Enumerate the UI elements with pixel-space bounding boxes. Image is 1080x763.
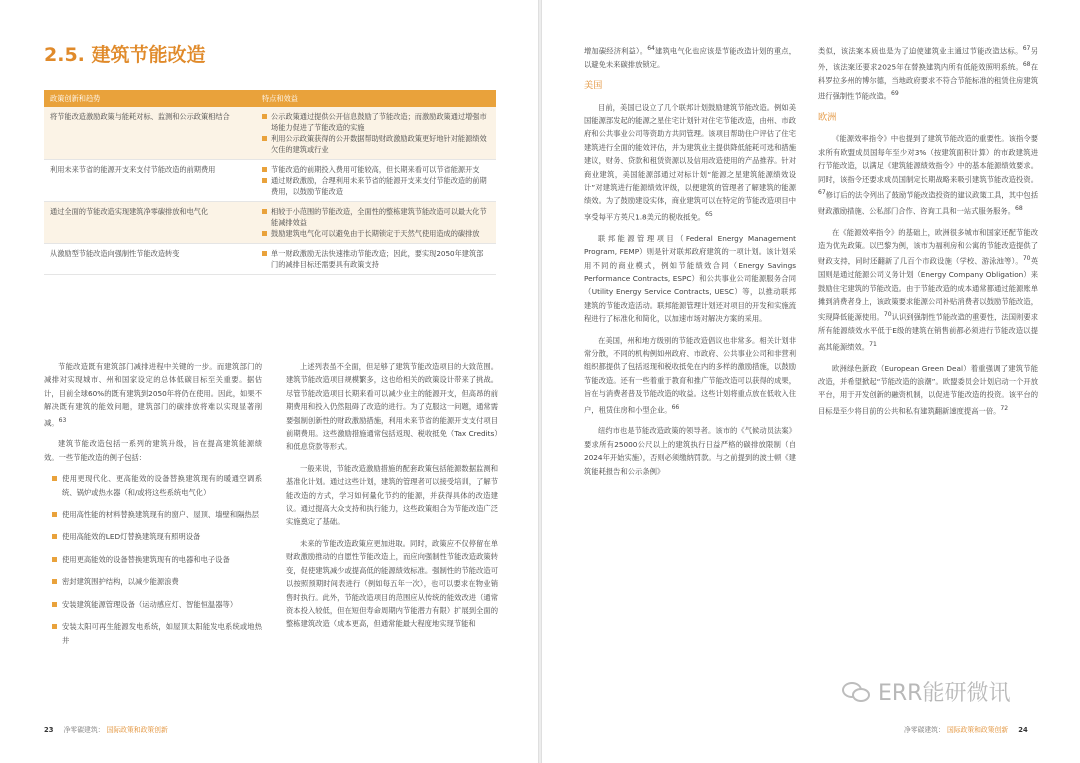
paragraph: 纽约市也是节能改造政策的领导者。该市的《气候动员法案》要求所有25000公尺以上的建筑执行日益严格的碳排放限制（自2024年开始实施），否则必须缴纳罚款。与之前提到的波士顿《建筑能耗报告和公示条例》	[584, 426, 796, 476]
table-cell-trend: 从激励型节能改造向强制性节能改造转变	[44, 244, 256, 275]
retrofit-examples-list	[52, 472, 262, 647]
list-item: 使用高能效的LED灯替换建筑现有照明设备	[52, 530, 262, 543]
paragraph: 类似，该法案本质也是为了迫使建筑业主通过节能改造达标。$^{67}$另外，该法案还要求2025年在替换建筑内所有低能效照明系统。$^{68}$在科罗拉多州的博尔德，当地政府要求不符合节能标准的租赁住房建筑进行强制性节能改造。$^{69}$	[818, 45, 1039, 101]
benefit-item: 鼓励建筑电气化可以避免由于长期锁定于天然气使用造成的碳排放	[262, 228, 490, 239]
benefit-item: 单一财政激励无法快速推动节能改造；因此，要实现2050年建筑部门的减排目标还需要具有政策支持	[262, 248, 490, 270]
benefit-item: 公示政策通过提供公开信息鼓励了节能改造；而激励政策通过增强市场能力促进了节能改造的实施	[262, 111, 490, 133]
heading-europe: 欧洲	[818, 111, 837, 123]
benefit-item: 节能改造的前期投入费用可能较高，但长期来看可以节省能源开支	[262, 164, 490, 175]
section-title: 2.5. 建筑节能改造	[44, 44, 206, 66]
footer-chapter: 国际政策和政策创新	[946, 726, 1009, 734]
footer-text: 净零碳建筑：	[904, 726, 945, 734]
policy-table	[44, 90, 496, 275]
list-item: 使用高性能的材料替换建筑现有的窗户、屋顶、墙壁和隔热层	[52, 508, 262, 521]
table-row	[44, 202, 496, 244]
table-row	[44, 160, 496, 202]
watermark-text: ERR能研微讯	[878, 681, 1011, 706]
table-cell-benefits	[256, 160, 496, 202]
table-header-trend: 政策创新和趋势	[44, 90, 256, 107]
left-footer	[44, 724, 168, 734]
table-cell-trend: 通过全面的节能改造实现建筑净零碳排放和电气化	[44, 202, 256, 244]
paragraph: 在美国，州和地方级别的节能改造倡议也非常多。相关计划非常分散，不同的机构例如州政府、市政府、公共事业公司和非营利组织都提供了包括返现和税收抵免在内的多样的激励措施，以鼓励节能改造。还有一些着重于教育和推广节能改造可以获得的成果，旨在与消费者普及节能改造的收益。这些计划将重点放在低收入住户，租赁住房和小型企业。$^{66}$	[584, 335, 796, 415]
table-row	[44, 107, 496, 160]
left-text-column-1	[44, 360, 262, 656]
list-item: 使用更高能效的设备替换建筑现有的电器和电子设备	[52, 553, 262, 566]
benefit-item: 通过财政激励，合理利用未来节省的能源开支来支付节能改造的前期费用，以鼓励节能改造	[262, 175, 490, 197]
list-item: 安装太阳可再生能源发电系统，如屋顶太阳能发电系统或地热井	[52, 620, 262, 647]
page-number: 23	[44, 726, 54, 734]
table-cell-benefits	[256, 202, 496, 244]
benefit-item: 利用公示政策获得的公开数据帮助财政激励政策更好地针对能源绩效欠佳的建筑或行业	[262, 133, 490, 155]
benefit-item: 相较于小范围的节能改造，全面性的整栋建筑节能改造可以最大化节能减排效益	[262, 206, 490, 228]
left-page	[0, 0, 538, 763]
paragraph: 联邦能源管理项目（Federal Energy Management Program, FEMP）则是针对联邦政府建筑的一项计划。该计划采用不同的商业模式，例如节能绩效合同（Energy Savings Performance Contracts, ESPC）和公共事业公司能源服务合同（Utility Energy Service Contracts, UESC）等，以推动联邦建筑的节能改造活动。联邦能源管理计划还对项目的开发和实施流程进行了标准化和简化，以加速市场对解决方案的采用。	[584, 233, 796, 324]
paragraph: 建筑节能改造包括一系列的建筑升级，旨在提高建筑能源绩效。一些节能改造的例子包括：	[44, 439, 262, 462]
paragraph: 《能源效率指令》中也提到了建筑节能改造的重要性。该指令要求所有欧盟成员国每年至少对3%（按建筑面积计算）的市政建筑进行节能改造，以满足《建筑能源绩效指令》中的基本能源绩效要求。同时，该指令还要求成员国制定长期战略来吸引建筑节能改造投资。$^{67}$修订后的法令列出了鼓励节能改造投资的建议政策工具，其中包括财政激励措施、公私部门合作、咨询工具和一站式服务服务。$^{68}$	[818, 134, 1038, 216]
left-text-column-2	[286, 360, 498, 639]
heading-us: 美国	[584, 80, 603, 92]
paragraph: 增加碳经济利益）。$^{64}$建筑电气化也应该是节能改造计划的重点，以避免未来碳排放锁定。	[584, 45, 796, 69]
right-text-column-1	[584, 42, 796, 486]
wechat-icon	[842, 680, 872, 704]
list-item: 使用更现代化、更高能效的设备替换建筑现有的暖通空调系统、锅炉或热水器（和/或将这些系统电气化）	[52, 472, 262, 499]
table-cell-trend: 将节能改造激励政策与能耗对标、监测和公示政策相结合	[44, 107, 256, 160]
table-cell-trend: 利用未来节省的能源开支来支付节能改造的前期费用	[44, 160, 256, 202]
footer-chapter: 国际政策和政策创新	[106, 726, 168, 734]
right-footer	[904, 724, 1028, 734]
list-item: 安装建筑能源管理设备（运动感应灯、智能恒温器等）	[52, 598, 262, 611]
paragraph: 在《能源效率指令》的基础上，欧洲很多城市和国家还配节能改造为优先政策。以巴黎为例，该市为福利房和公寓的节能改造提供了财政支持，同时还翻新了几百个市政设施（学校、游泳池等）。$^{70}$英国则是通过能源公司义务计划（Energy Company Obligation）来鼓励住宅建筑的节能改造。由于节能改造的成本通常都通过能源账单摊到消费者身上，该政策要求能源公司补贴消费者以鼓励节能改造，实现降低能源使用。$^{70}$认识到强制性节能改造的重要性，法国则要求所有能源绩效水平低于E级的建筑在销售前都必须进行节能改造以提高其能源绩效。$^{71}$	[818, 227, 1038, 352]
paragraph: 节能改造既有建筑部门减排进程中关键的一步。而建筑部门的减排对实现城市、州和国家设定的总体低碳目标至关重要。据估计，目前全球60%的既有建筑到2050年将仍在使用。因此，如果不解决既有建筑的能效问题，建筑部门的碳排放将难以实现显著削减。$^{63}$	[44, 362, 262, 428]
watermark	[842, 676, 1010, 707]
right-text-column-2	[818, 42, 1038, 426]
paragraph: 一般来说，节能改造激励措施的配套政策包括能源数据监测和基准化计划。通过这些计划，建筑的管理者可以接受培训，了解节能改造的方式，学习如何量化节约的能源，并获得具体的改造建议。通过提高大众支持和执行能力，这些政策组合为节能改造广泛实施奠定了基础。	[286, 463, 498, 527]
paragraph: 上述列表虽不全面，但足够了建筑节能改造项目的大致范围。建筑节能改造项目规模繁多，这也给相关的政策设计带来了挑战。尽管节能改造项目长期来看可以减少业主的能源开支，但高昂的前期费用和投入仍然阻碍了改造的进行。为了克服这一问题，通常需要强制创新性的财政激励措施，利用未来节省的能源开支支付项目前期费用。这些激励措施通常包括返现、税收抵免（Tax Credits）和低息贷款等形式。	[286, 362, 498, 452]
table-header-benefits: 特点和效益	[256, 90, 496, 107]
paragraph: 未来的节能改造政策应更加进取。同时，政策应不仅停留在单财政激励推动的自愿性节能改造上，而应向强制性节能改造政策转变，促使建筑减少或提高低的能源绩效标准。强制性的节能改造可以按照预期时间表进行（例如每五年一次），也可以要求在物业销售时执行。此外，节能改造项目的范围应从传统的能效改进（通常资本投入较低，但在短但寿命周期内节能潜力有限）扩展到全面的整栋建筑改造（成本更高，但通常能最大程度地实现节能和	[286, 538, 498, 629]
table-cell-benefits	[256, 107, 496, 160]
footer-text: 净零碳建筑：	[63, 726, 105, 734]
page-number: 24	[1018, 726, 1028, 734]
paragraph: 欧洲绿色新政（European Green Deal）着重强调了建筑节能改造，并希望掀起“节能改造的浪潮”。欧盟委员会计划启动一个开放平台，用于开发创新的融资机制，以促进节能改造的投资。该平台的目标是至少将目前的公共和私有建筑翻新速度提高一倍。$^{72}$	[818, 363, 1038, 416]
paragraph: 目前，美国已设立了几个联邦计划鼓励建筑节能改造。例如美国能源部发起的能源之星住宅计划针对住宅节能改造，由州、市政府和公共事业公司等资助方共同管理。该项目帮助住户评估了住宅建筑进行全面的能效评估，并为建筑业主提供降低能耗可选和措施建议，财务、贷款和租赁资源以及信用改造使用的产品推荐。针对商业建筑，美国能源部通过对标计划“能源之星建筑能源绩效设计”对建筑进行能源绩效评级，以便建筑的管理者了解建筑的能源绩效。为了鼓励建设实体，商业建筑可以在特定的节能改造项目中享受每平方英尺1.8美元的税收抵免。$^{65}$	[584, 102, 796, 222]
table-row	[44, 244, 496, 275]
table-cell-benefits	[256, 244, 496, 275]
list-item: 密封建筑围护结构，以减少能源浪费	[52, 575, 262, 588]
right-page	[542, 0, 1080, 763]
